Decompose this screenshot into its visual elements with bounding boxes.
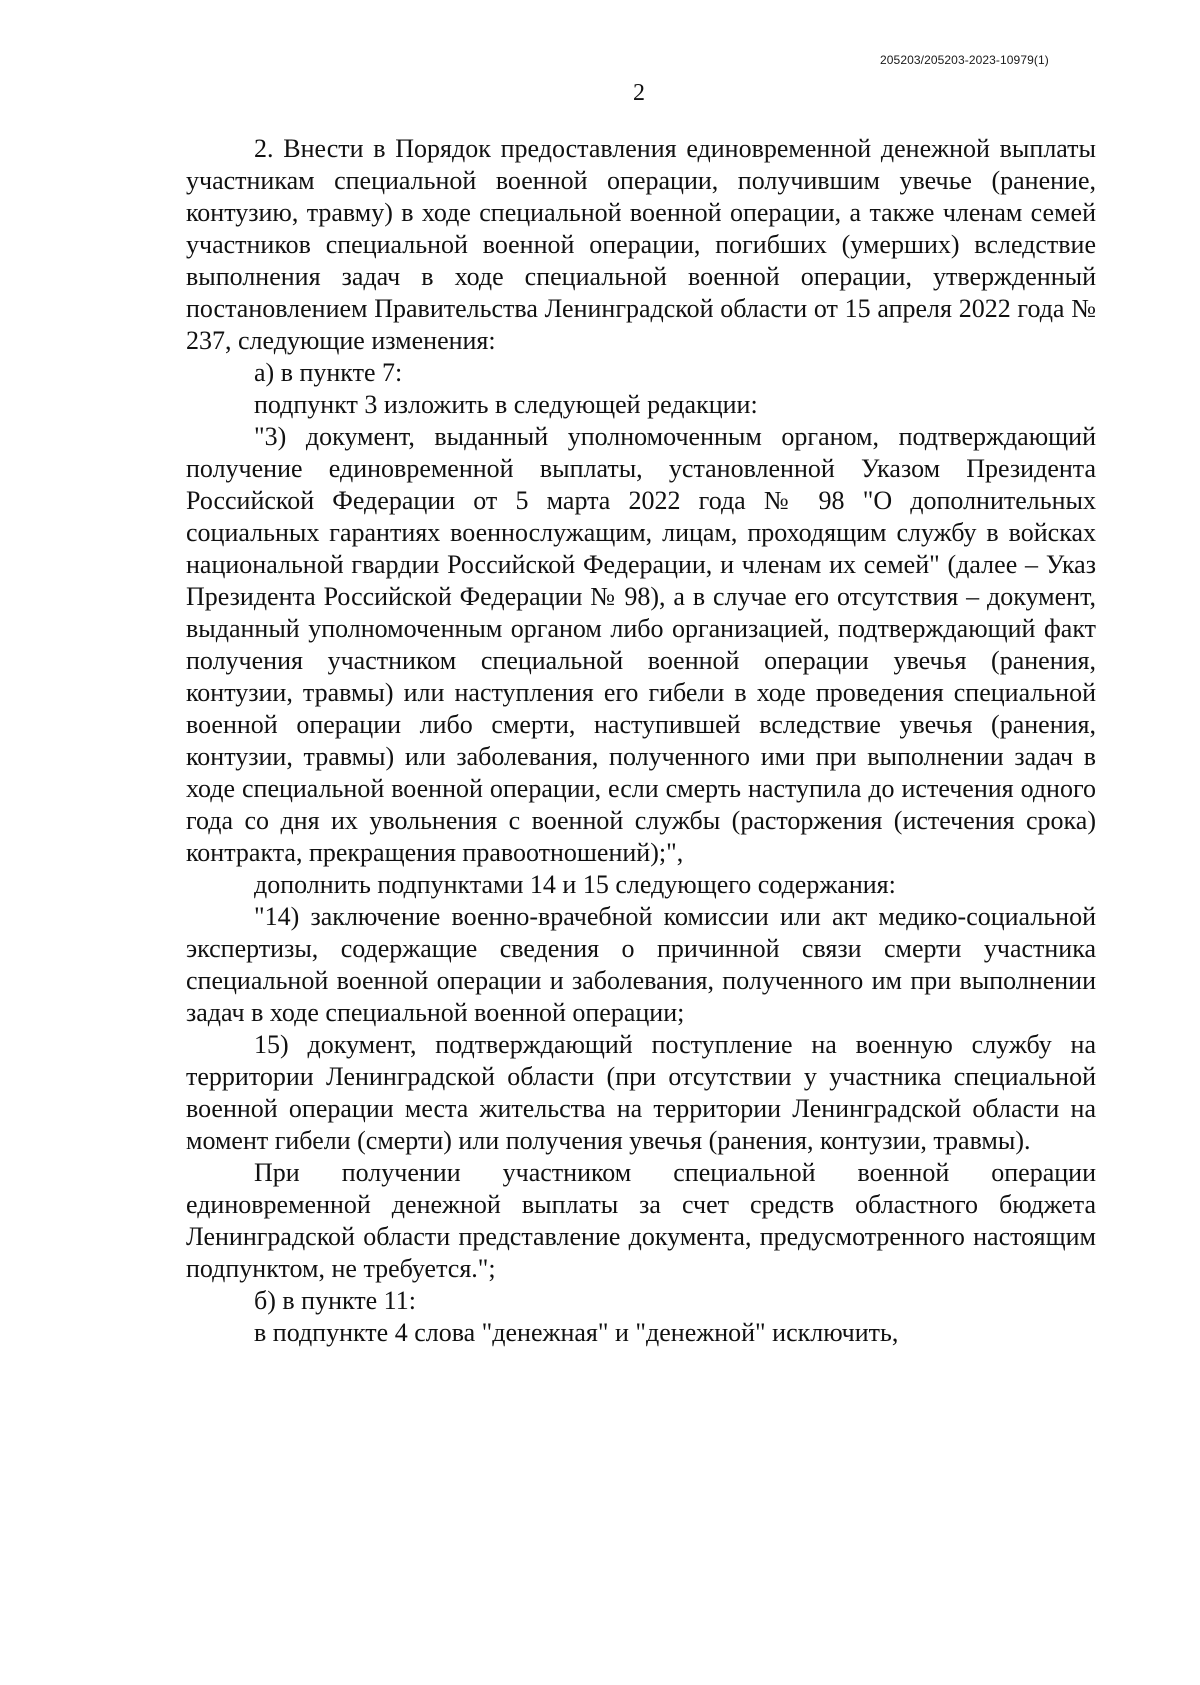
paragraph-subpoint-3-text: "3) документ, выданный уполномоченным органом, подтверждающий получение единовременной выплаты, установленной Указом Президента Российской Федерации от 5 марта 2022 года № 98 "О дополнительных социальных гарантиях военнослужащим, лицам, проходящим службу в войсках национальной гвардии Российской Федерации, и членам их семей" (далее – Указ Президента Российской Федерации № 98), а в случае его отсутствия – документ, выданный уполномоченным органом либо организацией, подтверждающий факт получения участником специальной военной операции увечья (ранения, контузии, травмы) или наступления его гибели в ходе проведения специальной военной операции либо смерти, наступившей вследствие увечья (ранения, контузии, травмы) или заболевания, полученного ими при выполнении задач в ходе специальной военной операции, если смерть наступила до истечения одного года со дня их увольнения с военной службы (расторжения (истечения срока) контракта, прекращения правоотношений);",	[186, 422, 1096, 867]
paragraph-subpoint-14: "14) заключение военно-врачебной комиссии или акт медико-социальной экспертизы, содержащие сведения о причинной связи смерти участника специальной военной операции и заболевания, полученного им при выполнении задач в ходе специальной военной операции;	[186, 902, 1096, 1027]
paragraph-subpoint-4-change: в подпункте 4 слова "денежная" и "денежной" исключить,	[254, 1318, 899, 1347]
paragraph-subpoints-14-15-intro: дополнить подпунктами 14 и 15 следующего содержания:	[254, 870, 896, 899]
paragraph-subpoint-3-intro: подпункт 3 изложить в следующей редакции:	[254, 390, 758, 419]
paragraph-subpoint-15: 15) документ, подтверждающий поступление на военную службу на территории Ленинградской области (при отсутствии у участника специальной военной операции места жительства на территории Ленинградской области на момент гибели (смерти) или получения увечья (ранения, контузии, травмы).	[186, 1030, 1096, 1155]
paragraph-item-2: 2. Внести в Порядок предоставления единовременной денежной выплаты участникам специальной военной операции, получившим увечье (ранение, контузию, травму) в ходе специальной военной операции, а также членам семей участников специальной военной операции, погибших (умерших) вследствие выполнения задач в ходе специальной военной операции, утвержденный постановлением Правительства Ленинградской области от 15 апреля 2022 года № 237, следующие изменения:	[186, 134, 1096, 355]
paragraph-payment-note: При получении участником специальной военной операции единовременной денежной выплаты за счет средств областного бюджета Ленинградской области представление документа, предусмотренного настоящим подпунктом, не требуется.";	[186, 1158, 1096, 1283]
paragraph-subitem-b: б) в пункте 11:	[254, 1286, 416, 1315]
paragraph-subitem-a: а) в пункте 7:	[254, 358, 403, 387]
registration-number: 205203/205203-2023-10979(1)	[880, 53, 1049, 67]
document-body	[186, 133, 1096, 1349]
page-number: 2	[633, 80, 645, 106]
